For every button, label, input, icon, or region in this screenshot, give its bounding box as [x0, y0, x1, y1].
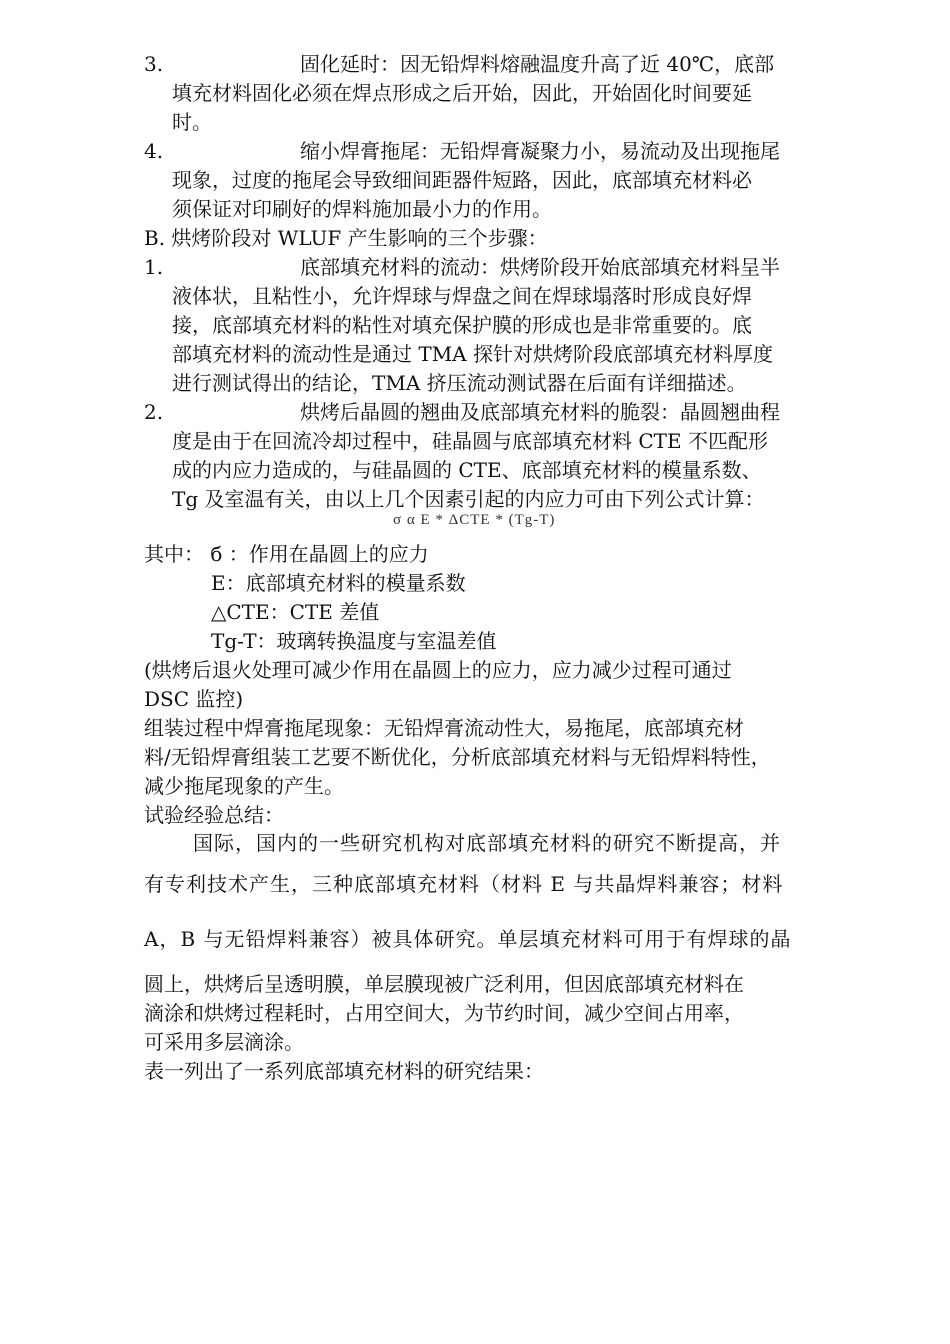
b-item1-line5: 进行测试得出的结论，TMA 挤压流动测试器在后面有详细描述。 [172, 371, 747, 395]
table-intro: 表一列出了一系列底部填充材料的研究结果： [144, 1059, 544, 1083]
item4-line1: 缩小焊膏拖尾：无铅焊膏凝聚力小，易流动及出现拖尾 [300, 139, 780, 163]
b-item1-line4: 部填充材料的流动性是通过 TMA 探针对烘烤阶段底部填充材料厚度 [172, 342, 773, 366]
summary-line1: 国际，国内的一些研究机构对底部填充材料的研究不断提高，并 [193, 831, 781, 855]
list-number-4: 4. [144, 139, 164, 163]
b-item1-line3: 接，底部填充材料的粘性对填充保护膜的形成也是非常重要的。底 [172, 313, 752, 337]
list-number-3: 3. [144, 52, 164, 76]
summary-line6: 可采用多层滴涂。 [144, 1030, 304, 1054]
list-number-b2: 2. [144, 400, 164, 424]
definition-tg: Tg-T：玻璃转换温度与室温差值 [211, 629, 497, 653]
item3-line3: 时。 [172, 110, 212, 134]
assembly-line1: 组装过程中焊膏拖尾现象：无铅焊膏流动性大，易拖尾，底部填充材 [144, 716, 744, 740]
definition-cte: △CTE：CTE 差值 [211, 600, 380, 624]
b-item1-line2: 液体状，且粘性小，允许焊球与焊盘之间在焊球塌落时形成良好焊 [172, 284, 752, 308]
summary-line2: 有专利技术产生，三种底部填充材料（材料 E 与共晶焊料兼容；材料 [144, 872, 784, 896]
item3-line2: 填充材料固化必须在焊点形成之后开始，因此，开始固化时间要延 [172, 81, 752, 105]
stress-formula: σ α E * ΔCTE * (Tg-T) [393, 512, 556, 528]
summary-line5: 滴涂和烘烤过程耗时，占用空间大，为节约时间，减少空间占用率， [144, 1001, 744, 1025]
anneal-note-line2: DSC 监控) [144, 687, 244, 711]
item4-line2: 现象，过度的拖尾会导致细间距器件短路，因此，底部填充材料必 [172, 168, 752, 192]
item3-line1: 固化延时：因无铅焊料熔融温度升高了近 40℃，底部 [300, 52, 775, 76]
anneal-note-line1: (烘烤后退火处理可减少作用在晶圆上的应力，应力减少过程可通过 [144, 658, 732, 682]
summary-line3: A，B 与无铅焊料兼容）被具体研究。单层填充材料可用于有焊球的晶 [144, 927, 792, 951]
b-item2-line4: Tg 及室温有关，由以上几个因素引起的内应力可由下列公式计算： [172, 487, 765, 511]
list-number-b1: 1. [144, 255, 164, 279]
b-item1-line1: 底部填充材料的流动：烘烤阶段开始底部填充材料呈半 [300, 255, 780, 279]
summary-line4: 圆上，烘烤后呈透明膜，单层膜现被广泛利用，但因底部填充材料在 [144, 972, 744, 996]
summary-heading: 试验经验总结： [144, 803, 284, 827]
b-item2-line1: 烘烤后晶圆的翘曲及底部填充材料的脆裂：晶圆翘曲程 [300, 400, 780, 424]
assembly-line3: 减少拖尾现象的产生。 [144, 774, 344, 798]
b-item2-line2: 度是由于在回流冷却过程中，硅晶圆与底部填充材料 CTE 不匹配形 [172, 429, 768, 453]
assembly-line2: 料/无铅焊膏组装工艺要不断优化，分析底部填充材料与无铅焊料特性， [144, 745, 771, 769]
item4-line3: 须保证对印刷好的焊料施加最小力的作用。 [172, 197, 552, 221]
definitions-intro: 其中： б ：作用在晶圆上的应力 [144, 542, 429, 566]
section-b-heading: B. 烘烤阶段对 WLUF 产生影响的三个步骤： [144, 226, 548, 250]
definition-e: E：底部填充材料的模量系数 [211, 571, 466, 595]
b-item2-line3: 成的内应力造成的，与硅晶圆的 CTE、底部填充材料的模量系数、 [172, 458, 762, 482]
